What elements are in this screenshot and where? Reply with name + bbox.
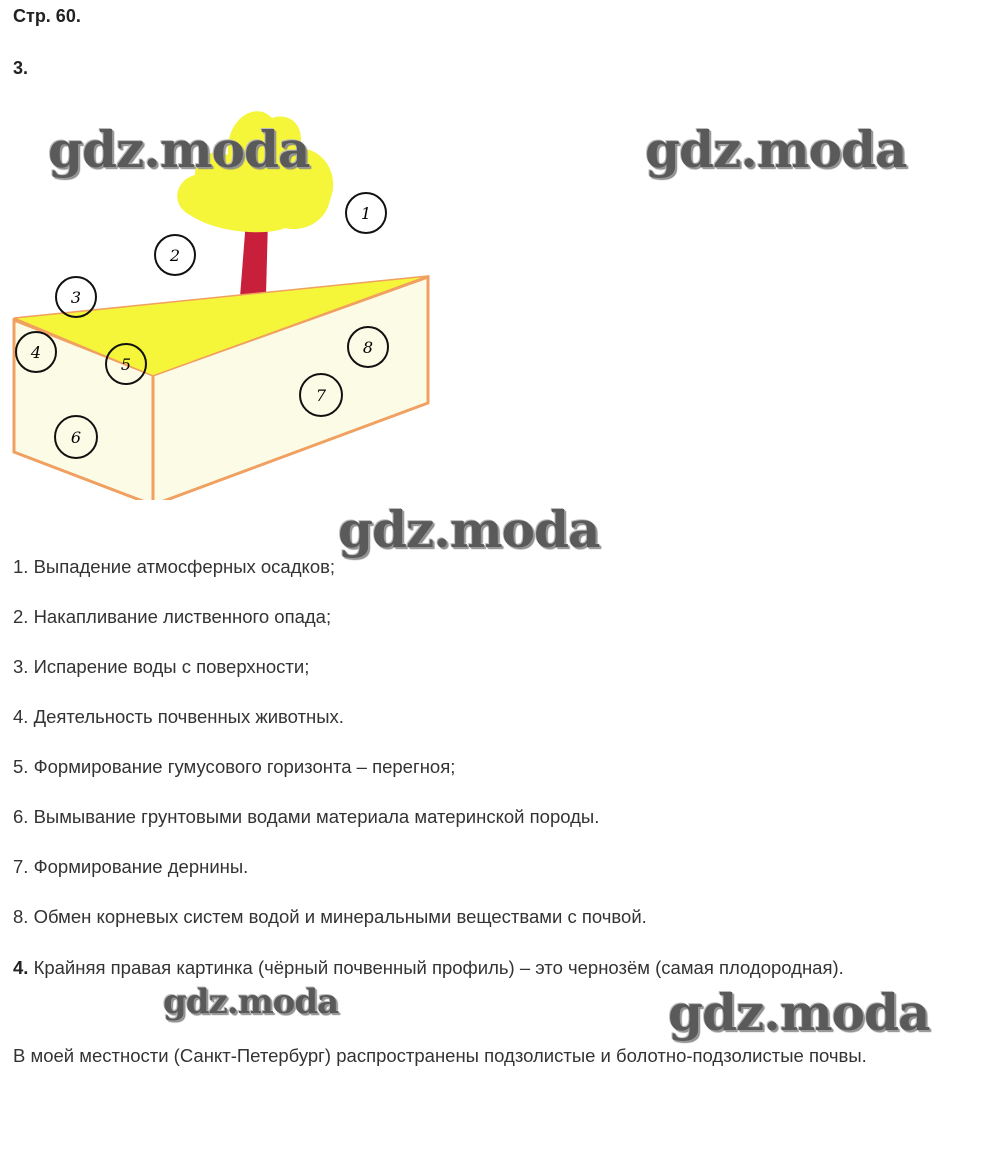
watermark-small: gdz.moda [163,982,339,1022]
list-item-5: 5. Формирование гумусового горизонта – перегноя; [13,756,456,777]
list-item-8: 8. Обмен корневых систем водой и минеральными веществами с почвой. [13,906,647,927]
list-item-6: 6. Вымывание грунтовыми водами материала материнской породы. [13,806,600,827]
marker-1-label: 1 [360,204,372,223]
marker-2-label: 2 [169,246,181,265]
marker-3-label: 3 [70,288,82,307]
marker-6-label: 6 [70,428,82,447]
task4-paragraph [13,953,993,983]
marker-1 [346,193,386,233]
task4-text: Крайняя правая картинка (чёрный почвенный профиль) – это чернозём (самая плодородная). [33,957,844,978]
watermark-middle: gdz.moda [338,500,600,559]
watermark-top-right: gdz.moda [645,120,907,179]
list-item-3: 3. Испарение воды с поверхности; [13,656,310,677]
page-label: Стр. 60. [13,6,81,26]
list-item-7: 7. Формирование дернины. [13,856,249,877]
marker-4-label: 4 [30,343,42,362]
task4-region-paragraph: В моей местности (Санкт-Петербург) распространены подзолистые и болотно-подзолистые почвы. [13,1045,867,1066]
list-item-2: 2. Накапливание лиственного опада; [13,606,332,627]
marker-2 [155,235,195,275]
watermark-bottom-right: gdz.moda [668,983,930,1042]
task4-number: 4. [13,957,29,978]
task3-label: 3. [13,58,29,78]
marker-5-label: 5 [120,355,132,374]
watermark-top-left: gdz.moda [48,120,310,179]
marker-8-label: 8 [362,338,374,357]
marker-7-label: 7 [315,386,327,405]
list-item-4: 4. Деятельность почвенных животных. [13,706,344,727]
list-item-1: 1. Выпадение атмосферных осадков; [13,556,336,577]
